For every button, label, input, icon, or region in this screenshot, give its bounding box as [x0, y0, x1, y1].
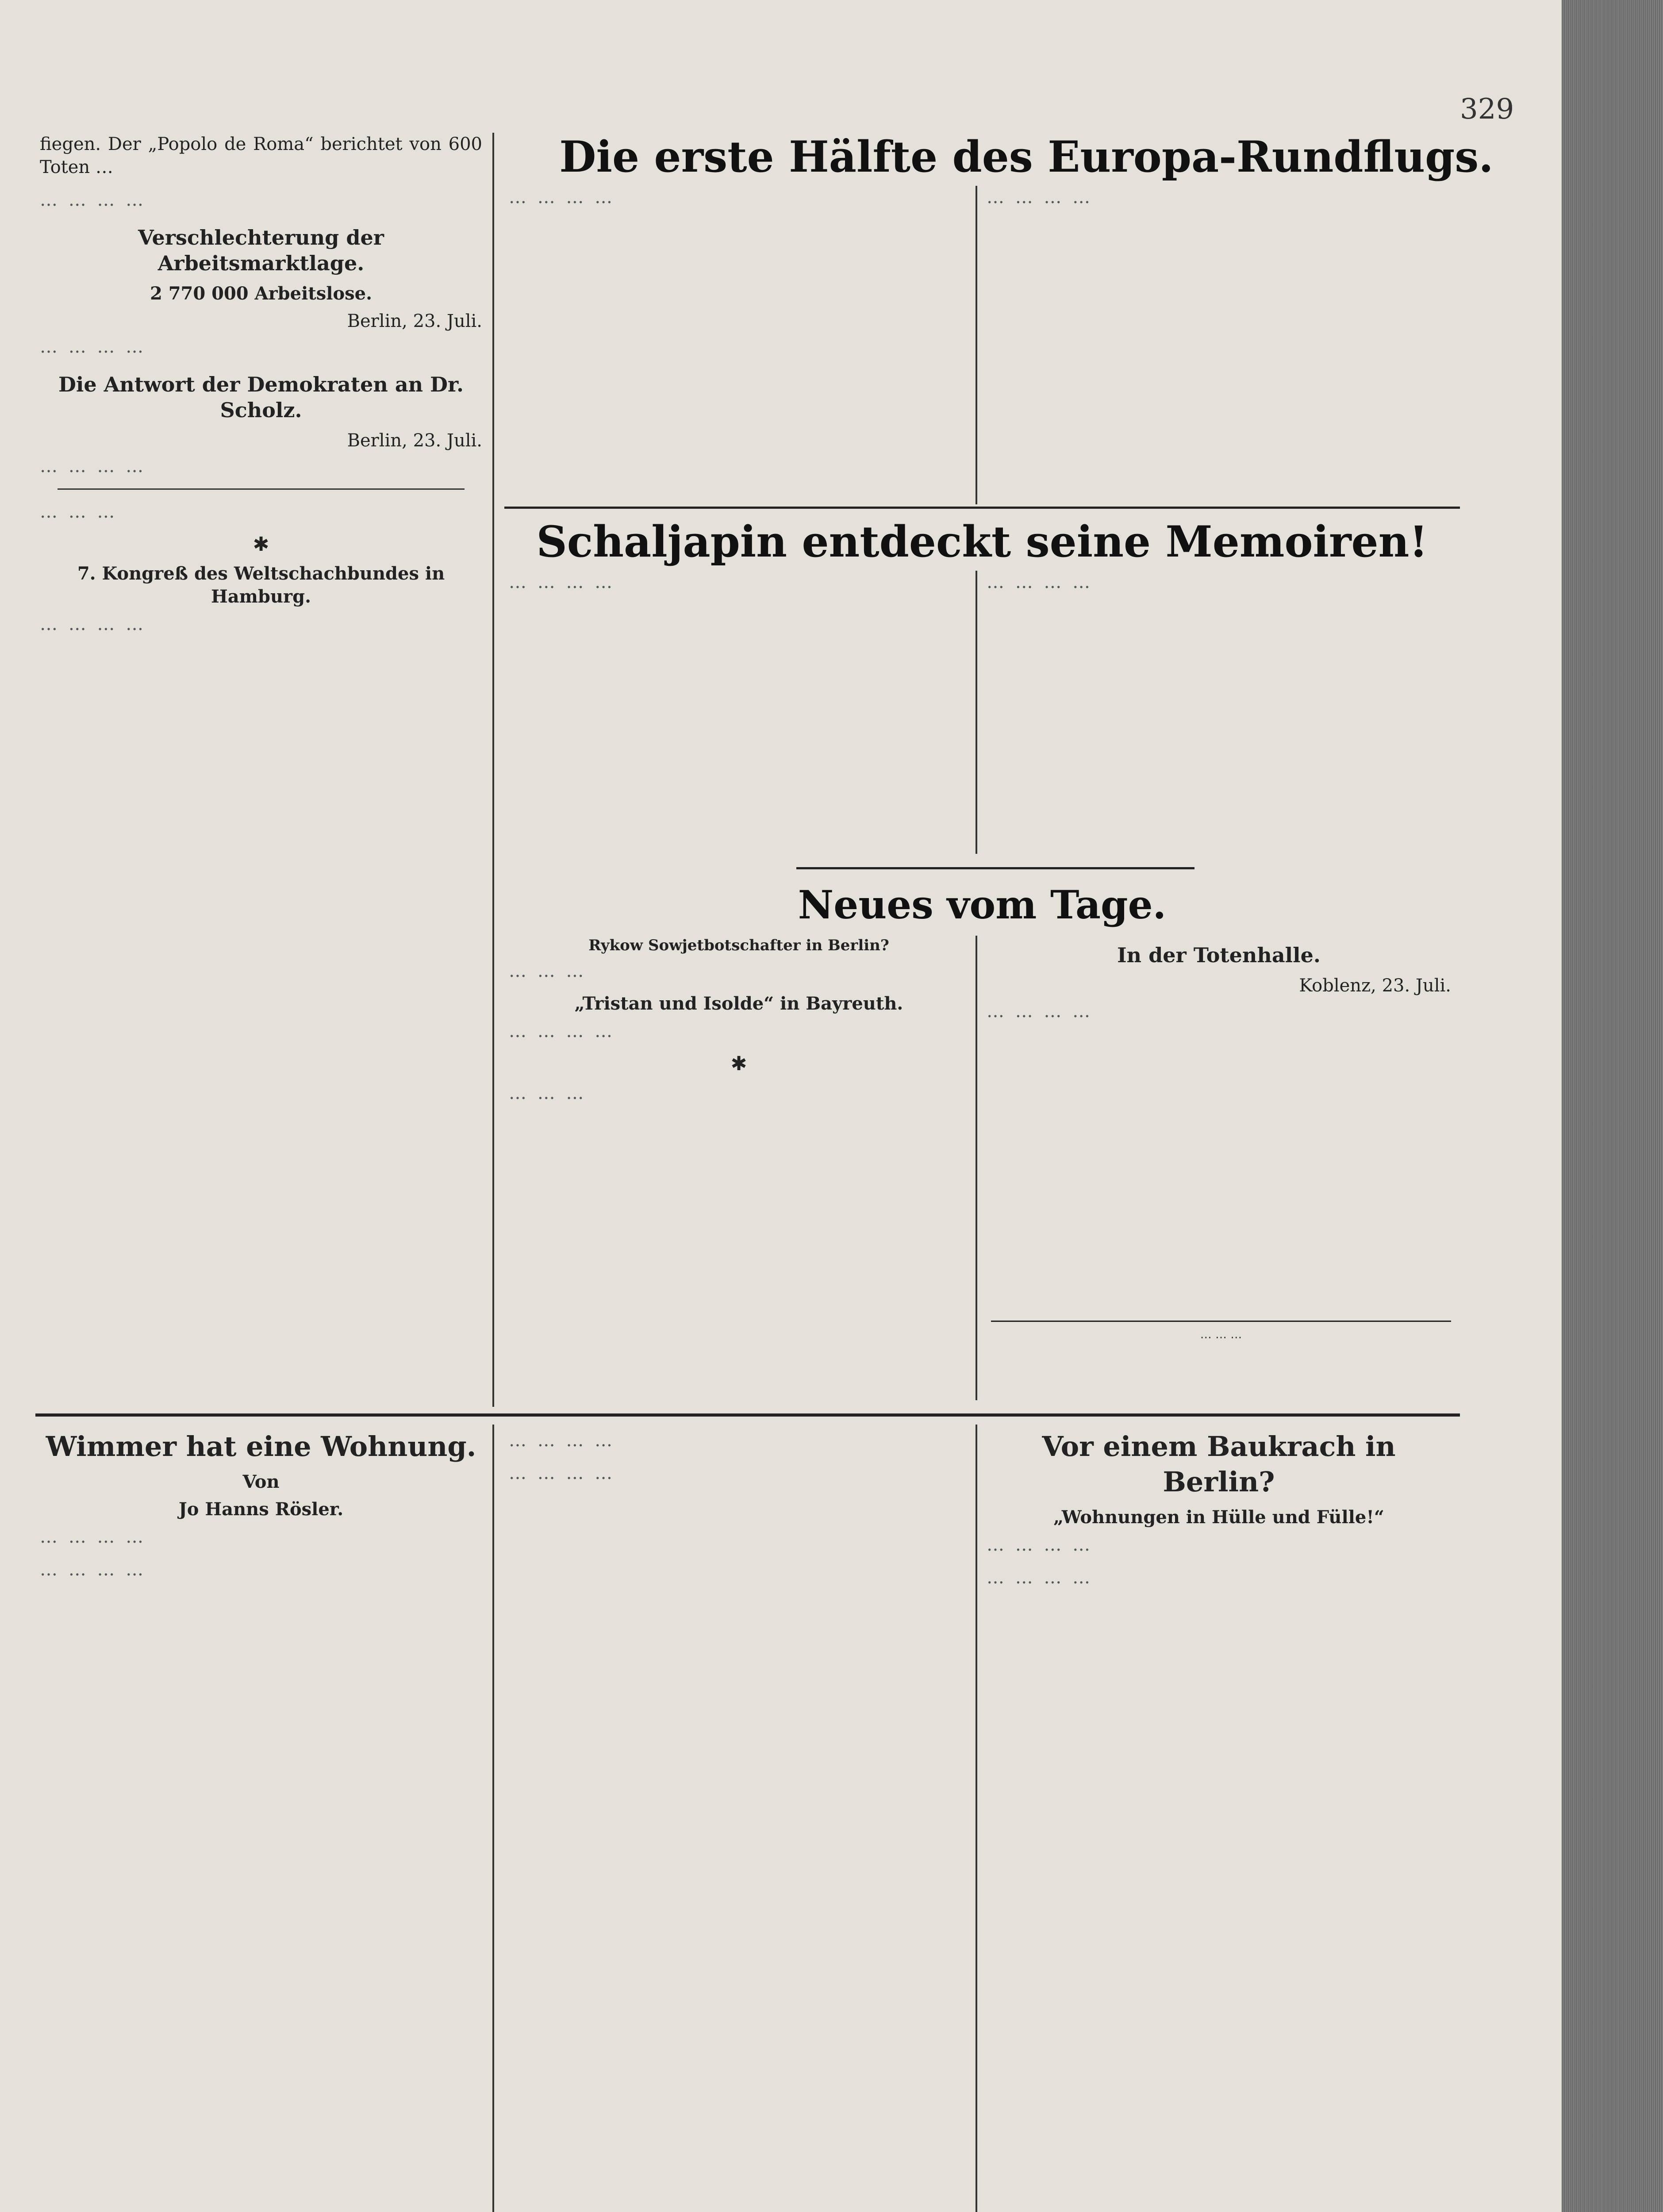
article-intro: fiegen. Der „Popolo de Roma“ berichtet von 600 Toten … [40, 134, 482, 177]
article-text: … … … [509, 961, 587, 981]
article-text: … … … … [987, 1567, 1093, 1588]
headline-europa: Die erste Hälfte des Europa-Rundflugs. [559, 132, 1494, 182]
article-text: … … … … [509, 1021, 615, 1041]
article-text: … … … … [40, 190, 146, 210]
article-text: … … … … [40, 614, 146, 634]
europa-col-2 [987, 186, 1451, 504]
heading-wimmer: Wimmer hat eine Wohnung. [46, 1430, 476, 1463]
imprint: … … … [1200, 1328, 1242, 1341]
article-text: … … … … [40, 1527, 146, 1547]
article-text: … … … … [987, 187, 1093, 207]
von-label: Von [242, 1471, 280, 1492]
imprint-rule [991, 1321, 1451, 1322]
divider [58, 488, 465, 490]
schaljapin-col-1 [509, 571, 969, 854]
column-rule [976, 936, 977, 1400]
section-rule [796, 867, 1194, 869]
article-text: … … … … [987, 1535, 1093, 1555]
heading-rykow: Rykow Sowjetbotschafter in Berlin? [588, 937, 889, 954]
page-stack-edge [1562, 0, 1663, 2212]
neues-col-2 [987, 929, 1451, 1292]
baukrach-col [987, 1425, 1451, 2212]
subheading-baukrach: „Wohnungen in Hülle und Fülle!“ [1053, 1507, 1384, 1528]
section-rule [504, 507, 1460, 509]
article-text: … … … … [40, 1559, 146, 1580]
heading-baukrach: Vor einem Baukrach in Berlin? [1042, 1430, 1396, 1498]
column-rule [976, 1425, 977, 2212]
headline-schaljapin: Schaljapin entdeckt seine Memoiren! [536, 517, 1428, 567]
article-text: … … … … [40, 456, 146, 476]
article-text: … … … … [509, 1463, 615, 1483]
star-separator: ✱ [253, 533, 269, 556]
dateline: Koblenz, 23. Juli. [1299, 975, 1451, 996]
column-rule [976, 186, 977, 504]
europa-col-1 [509, 186, 969, 504]
page-number: 329 [1460, 93, 1514, 126]
left-column [40, 133, 482, 1407]
article-text: … … … … [509, 572, 615, 592]
wimmer-col-1 [40, 1425, 482, 2212]
article-text: … … … … [509, 1430, 615, 1451]
column-rule [976, 571, 977, 854]
feuilleton-rule [35, 1413, 1460, 1417]
article-text: … … … [40, 502, 118, 522]
article-text: … … … … [987, 572, 1093, 592]
schaljapin-col-2 [987, 571, 1451, 854]
heading-demokraten: Die Antwort der Demokraten an Dr. Scholz. [58, 373, 464, 422]
dateline: Berlin, 23. Juli. [347, 430, 482, 451]
article-text: … … … … [987, 1001, 1093, 1022]
article-text: … … … [509, 1083, 587, 1103]
article-text: … … … … [509, 187, 615, 207]
heading-totenhalle: In der Totenhalle. [1117, 943, 1321, 967]
wimmer-col-2 [509, 1429, 969, 2212]
byline: 2 770 000 Arbeitslose. [150, 283, 373, 304]
headline-neues: Neues vom Tage. [798, 882, 1167, 928]
heading-tristan: „Tristan und Isolde“ in Bayreuth. [574, 993, 903, 1014]
heading-arbeitsmarkt: Verschlechterung der Arbeitsmarktlage. [138, 226, 384, 275]
star-separator: ✱ [730, 1052, 747, 1075]
neues-col-1 [509, 936, 969, 1400]
heading-schach: 7. Kongreß des Weltschachbundes in Hamburg. [77, 563, 445, 607]
column-rule [492, 1425, 494, 2212]
dateline: Berlin, 23. Juli. [347, 311, 482, 331]
column-rule [492, 133, 494, 1407]
article-text: … … … … [40, 337, 146, 357]
author: Jo Hanns Rösler. [178, 1499, 344, 1520]
